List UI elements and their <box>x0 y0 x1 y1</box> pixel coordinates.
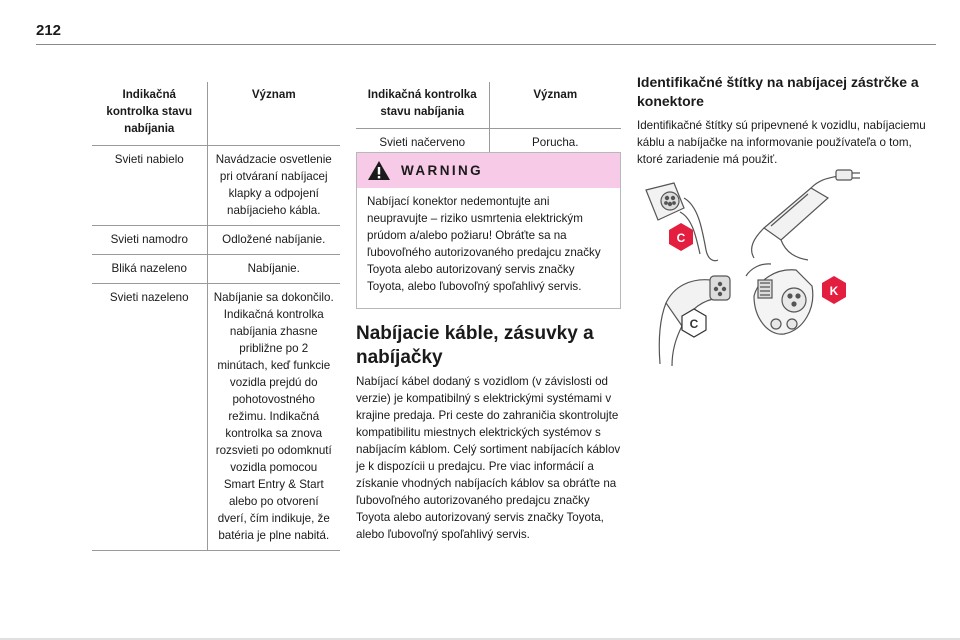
page-number: 212 <box>36 22 62 39</box>
indicator-state: Svieti namodro <box>92 226 207 255</box>
labels-section-body: Identifikačné štítky sú pripevnené k vozidlu, nabíjaciemu káblu a nabíjačke na informovanie používateľa o tom, ktoré zariadenie má použiť. <box>637 119 926 166</box>
indicator-meaning: Navádzacie osvetlenie pri otváraní nabíjacej klapky a odpojení nabíjacieho kábla. <box>207 146 340 226</box>
charging-connector-illustration <box>636 168 926 368</box>
label-badge-c <box>669 223 693 251</box>
table-row <box>92 226 340 255</box>
labels-section-title: Identifikačné štítky na nabíjacej zástrčke a konektore <box>637 74 919 109</box>
vehicle-inlet-drawing <box>746 264 813 334</box>
column-header-meaning: Význam <box>207 82 340 146</box>
svg-text:K: K <box>829 284 839 298</box>
header-rule <box>36 44 936 45</box>
table-row <box>92 146 340 226</box>
indicator-state: Bliká nazeleno <box>92 255 207 284</box>
indicator-state: Svieti načerveno <box>356 129 489 158</box>
svg-text:C: C <box>676 231 686 245</box>
label-badge-k <box>822 276 846 304</box>
column-header-indicator: Indikačná kontrolka stavu nabíjania <box>356 82 489 129</box>
charging-status-table-continued <box>356 82 621 158</box>
column-header-indicator: Indikačná kontrolka stavu nabíjania <box>92 82 207 146</box>
table-row <box>92 255 340 284</box>
charging-status-table <box>92 82 340 551</box>
portable-charger-drawing <box>752 170 860 260</box>
indicator-state: Svieti nazeleno <box>92 284 207 551</box>
table-header-row <box>356 82 621 129</box>
indicator-meaning: Porucha. <box>489 129 621 158</box>
column-header-meaning: Význam <box>489 82 621 129</box>
cables-section-body: Nabíjací kábel dodaný s vozidlom (v závislosti od verzie) je kompatibilný s elektrickými systémami v krajine predaja. Pri ceste do zahraničia skontrolujte kompatibilitu miestnych elektrických systémov s nabíjacím káblom. Celý sortiment nabíjacích káblov je k dispozícii u predajcu. Pre viac informácií a získanie vhodných nabíjacích káblov sa obráťte na ľubovoľného autorizovaného predajcu značky Toyota alebo autorizovaný servis značky Toyota, alebo ľubovoľný spoľahlivý servis. <box>356 375 621 541</box>
cables-section-title: Nabíjacie káble, zásuvky a nabíjačky <box>356 323 594 368</box>
indicator-meaning: Nabíjanie sa dokončilo. Indikačná kontrolka nabíjania zhasne približne po 2 minútach, keď funkcie vozidla prejdú do pohotovostného režimu. Indikačná kontrolka sa znova rozsvieti po odomknutí vozidla pomocou Smart Entry & Start alebo po otvorení dverí, čím indikuje, že batéria je plne nabitá. <box>207 284 340 551</box>
indicator-meaning: Nabíjanie. <box>207 255 340 284</box>
warning-box <box>356 152 621 309</box>
svg-text:C: C <box>689 317 699 331</box>
warning-triangle-icon <box>367 160 391 181</box>
warning-title: WARNING <box>401 163 484 178</box>
table-row <box>92 284 340 551</box>
warning-header <box>357 153 620 188</box>
table-header-row <box>92 82 340 146</box>
warning-text: Nabíjací konektor nedemontujte ani neupravujte – riziko usmrtenia elektrickým prúdom a/alebo požiaru! Obráťte sa na ľubovoľného autorizovaného predajcu značky Toyota alebo autorizovaný servis značky Toyota, alebo ľubovoľný spoľahlivý servis. <box>367 195 601 293</box>
indicator-meaning: Odložené nabíjanie. <box>207 226 340 255</box>
indicator-state: Svieti nabielo <box>92 146 207 226</box>
